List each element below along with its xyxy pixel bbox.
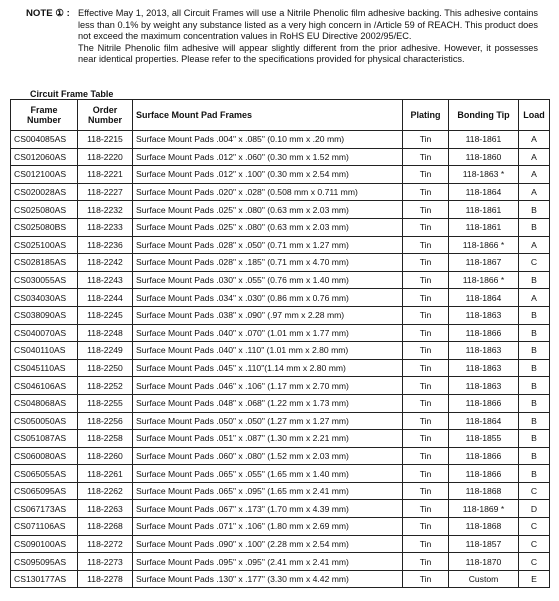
cell-bonding-tip: 118-1867 [449,254,519,272]
cell-bonding-tip: 118-1864 [449,183,519,201]
cell-load: B [519,447,550,465]
table-row [11,359,550,377]
cell-plating: Tin [403,289,449,307]
cell-frame-number: CS090100AS [11,535,78,553]
cell-description: Surface Mount Pads .051" x .087" (1.30 mm x 2.21 mm) [133,430,403,448]
cell-load: E [519,570,550,588]
cell-load: D [519,500,550,518]
cell-bonding-tip: 118-1866 [449,465,519,483]
header-frame-number: Frame Number [11,100,78,131]
table-row [11,553,550,571]
cell-description: Surface Mount Pads .090" x .100" (2.28 mm x 2.54 mm) [133,535,403,553]
adhesive-note [26,8,538,66]
table-row [11,218,550,236]
cell-frame-number: CS040110AS [11,342,78,360]
cell-frame-number: CS051087AS [11,430,78,448]
cell-plating: Tin [403,482,449,500]
cell-load: C [519,254,550,272]
cell-plating: Tin [403,394,449,412]
cell-load: A [519,131,550,149]
cell-order-number: 118-2220 [78,148,133,166]
cell-description: Surface Mount Pads .065" x .055" (1.65 mm x 1.40 mm) [133,465,403,483]
cell-plating: Tin [403,412,449,430]
cell-bonding-tip: 118-1863 [449,359,519,377]
cell-bonding-tip: 118-1866 * [449,236,519,254]
cell-load: A [519,236,550,254]
cell-bonding-tip: 118-1868 [449,482,519,500]
cell-plating: Tin [403,271,449,289]
cell-description: Surface Mount Pads .048" x .068" (1.22 mm x 1.73 mm) [133,394,403,412]
table-row [11,324,550,342]
cell-frame-number: CS004085AS [11,131,78,149]
table-header-row [11,100,550,131]
cell-load: B [519,430,550,448]
cell-description: Surface Mount Pads .130" x .177" (3.30 mm x 4.42 mm) [133,570,403,588]
table-row [11,465,550,483]
cell-frame-number: CS025100AS [11,236,78,254]
cell-frame-number: CS050050AS [11,412,78,430]
note-paragraph-1: Effective May 1, 2013, all Circuit Frames will use a Nitrile Phenolic film adhesive backing. This adhesive contains less than 0.1% by weight any substance listed as a very high concern in /Article 59 of REACH. This product does not exceed the maximum concentration values in RoHS EU Directive 2002/95/EC. [78,8,538,42]
header-plating: Plating [403,100,449,131]
cell-description: Surface Mount Pads .040" x .070" (1.01 mm x 1.77 mm) [133,324,403,342]
cell-bonding-tip: 118-1860 [449,148,519,166]
cell-bonding-tip: 118-1864 [449,412,519,430]
cell-bonding-tip: 118-1866 * [449,271,519,289]
table-row [11,236,550,254]
cell-plating: Tin [403,236,449,254]
cell-description: Surface Mount Pads .040" x .110" (1.01 mm x 2.80 mm) [133,342,403,360]
cell-description: Surface Mount Pads .038" x .090" (.97 mm x 2.28 mm) [133,306,403,324]
cell-plating: Tin [403,570,449,588]
cell-order-number: 118-2278 [78,570,133,588]
cell-frame-number: CS034030AS [11,289,78,307]
cell-frame-number: CS025080AS [11,201,78,219]
cell-load: A [519,183,550,201]
cell-frame-number: CS012060AS [11,148,78,166]
cell-bonding-tip: 118-1869 * [449,500,519,518]
cell-order-number: 118-2262 [78,482,133,500]
cell-frame-number: CS095095AS [11,553,78,571]
cell-description: Surface Mount Pads .095" x .095" (2.41 mm x 2.41 mm) [133,553,403,571]
cell-description: Surface Mount Pads .004" x .085" (0.10 mm x .20 mm) [133,131,403,149]
table-row [11,570,550,588]
cell-order-number: 118-2221 [78,166,133,184]
cell-plating: Tin [403,183,449,201]
circuit-frame-table [10,99,550,588]
cell-plating: Tin [403,201,449,219]
table-row [11,271,550,289]
cell-order-number: 118-2268 [78,518,133,536]
cell-bonding-tip: 118-1863 [449,377,519,395]
cell-description: Surface Mount Pads .045" x .110"(1.14 mm x 2.80 mm) [133,359,403,377]
cell-plating: Tin [403,553,449,571]
table-row [11,148,550,166]
cell-order-number: 118-2256 [78,412,133,430]
table-row [11,430,550,448]
cell-frame-number: CS065055AS [11,465,78,483]
header-surface-mount: Surface Mount Pad Frames [133,100,403,131]
cell-load: A [519,148,550,166]
cell-description: Surface Mount Pads .065" x .095" (1.65 mm x 2.41 mm) [133,482,403,500]
table-row [11,342,550,360]
cell-bonding-tip: 118-1863 [449,342,519,360]
cell-description: Surface Mount Pads .060" x .080" (1.52 mm x 2.03 mm) [133,447,403,465]
cell-bonding-tip: 118-1863 [449,306,519,324]
cell-order-number: 118-2249 [78,342,133,360]
cell-plating: Tin [403,166,449,184]
cell-order-number: 118-2233 [78,218,133,236]
cell-description: Surface Mount Pads .025" x .080" (0.63 mm x 2.03 mm) [133,201,403,219]
cell-description: Surface Mount Pads .025" x .080" (0.63 mm x 2.03 mm) [133,218,403,236]
cell-plating: Tin [403,324,449,342]
cell-load: B [519,201,550,219]
cell-order-number: 118-2261 [78,465,133,483]
cell-frame-number: CS038090AS [11,306,78,324]
table-row [11,166,550,184]
cell-plating: Tin [403,254,449,272]
cell-plating: Tin [403,518,449,536]
table-row [11,518,550,536]
table-row [11,447,550,465]
cell-plating: Tin [403,131,449,149]
cell-order-number: 118-2255 [78,394,133,412]
cell-load: C [519,482,550,500]
cell-load: B [519,412,550,430]
cell-bonding-tip: 118-1861 [449,218,519,236]
table-row [11,306,550,324]
cell-frame-number: CS130177AS [11,570,78,588]
cell-order-number: 118-2250 [78,359,133,377]
cell-order-number: 118-2272 [78,535,133,553]
cell-frame-number: CS040070AS [11,324,78,342]
cell-bonding-tip: 118-1866 [449,447,519,465]
header-order-number: Order Number [78,100,133,131]
cell-frame-number: CS012100AS [11,166,78,184]
cell-bonding-tip: 118-1857 [449,535,519,553]
cell-plating: Tin [403,465,449,483]
cell-frame-number: CS071106AS [11,518,78,536]
cell-description: Surface Mount Pads .020" x .028" (0.508 mm x 0.711 mm) [133,183,403,201]
cell-order-number: 118-2258 [78,430,133,448]
cell-plating: Tin [403,535,449,553]
cell-load: B [519,465,550,483]
cell-bonding-tip: 118-1863 * [449,166,519,184]
table-row [11,412,550,430]
cell-description: Surface Mount Pads .046" x .106" (1.17 mm x 2.70 mm) [133,377,403,395]
cell-load: B [519,342,550,360]
cell-description: Surface Mount Pads .028" x .185" (0.71 mm x 4.70 mm) [133,254,403,272]
cell-plating: Tin [403,500,449,518]
cell-bonding-tip: 118-1866 [449,394,519,412]
cell-load: B [519,306,550,324]
cell-description: Surface Mount Pads .034" x .030" (0.86 mm x 0.76 mm) [133,289,403,307]
cell-order-number: 118-2252 [78,377,133,395]
cell-order-number: 118-2244 [78,289,133,307]
cell-frame-number: CS060080AS [11,447,78,465]
note-label: NOTE ① : [26,8,70,19]
cell-plating: Tin [403,148,449,166]
cell-frame-number: CS065095AS [11,482,78,500]
cell-plating: Tin [403,342,449,360]
cell-load: B [519,359,550,377]
cell-plating: Tin [403,430,449,448]
cell-frame-number: CS025080BS [11,218,78,236]
table-row [11,535,550,553]
cell-load: A [519,166,550,184]
cell-order-number: 118-2243 [78,271,133,289]
cell-order-number: 118-2215 [78,131,133,149]
cell-bonding-tip: 118-1870 [449,553,519,571]
table-row [11,254,550,272]
cell-order-number: 118-2260 [78,447,133,465]
table-body [11,131,550,588]
header-bonding-tip: Bonding Tip [449,100,519,131]
table-row [11,482,550,500]
table-row [11,131,550,149]
cell-description: Surface Mount Pads .012" x .100" (0.30 mm x 2.54 mm) [133,166,403,184]
cell-order-number: 118-2236 [78,236,133,254]
table-title: Circuit Frame Table [30,89,114,99]
cell-load: C [519,535,550,553]
cell-description: Surface Mount Pads .071" x .106" (1.80 mm x 2.69 mm) [133,518,403,536]
cell-bonding-tip: Custom [449,570,519,588]
cell-bonding-tip: 118-1864 [449,289,519,307]
cell-load: B [519,394,550,412]
cell-order-number: 118-2227 [78,183,133,201]
cell-description: Surface Mount Pads .028" x .050" (0.71 mm x 1.27 mm) [133,236,403,254]
cell-frame-number: CS045110AS [11,359,78,377]
note-paragraph-2: The Nitrile Phenolic film adhesive will appear slightly different from the prior adhesive. However, it possesses near identical properties. Please refer to the specifications provided for physical characteristics. [78,42,538,65]
cell-order-number: 118-2232 [78,201,133,219]
cell-load: C [519,553,550,571]
cell-bonding-tip: 118-1855 [449,430,519,448]
cell-bonding-tip: 118-1868 [449,518,519,536]
cell-description: Surface Mount Pads .012" x .060" (0.30 mm x 1.52 mm) [133,148,403,166]
cell-load: A [519,289,550,307]
table-row [11,183,550,201]
table-row [11,394,550,412]
table-row [11,500,550,518]
cell-plating: Tin [403,306,449,324]
cell-load: B [519,324,550,342]
cell-frame-number: CS046106AS [11,377,78,395]
cell-order-number: 118-2273 [78,553,133,571]
header-load: Load [519,100,550,131]
cell-frame-number: CS030055AS [11,271,78,289]
cell-order-number: 118-2248 [78,324,133,342]
cell-bonding-tip: 118-1861 [449,131,519,149]
cell-description: Surface Mount Pads .030" x .055" (0.76 mm x 1.40 mm) [133,271,403,289]
table-row [11,377,550,395]
cell-frame-number: CS067173AS [11,500,78,518]
cell-frame-number: CS048068AS [11,394,78,412]
cell-plating: Tin [403,447,449,465]
cell-bonding-tip: 118-1866 [449,324,519,342]
cell-description: Surface Mount Pads .050" x .050" (1.27 mm x 1.27 mm) [133,412,403,430]
cell-frame-number: CS020028AS [11,183,78,201]
cell-order-number: 118-2263 [78,500,133,518]
cell-description: Surface Mount Pads .067" x .173" (1.70 mm x 4.39 mm) [133,500,403,518]
cell-plating: Tin [403,359,449,377]
cell-load: B [519,218,550,236]
cell-order-number: 118-2245 [78,306,133,324]
cell-frame-number: CS028185AS [11,254,78,272]
cell-load: B [519,271,550,289]
cell-load: B [519,377,550,395]
cell-bonding-tip: 118-1861 [449,201,519,219]
cell-plating: Tin [403,377,449,395]
table-row [11,201,550,219]
table-row [11,289,550,307]
cell-plating: Tin [403,218,449,236]
cell-order-number: 118-2242 [78,254,133,272]
cell-load: C [519,518,550,536]
